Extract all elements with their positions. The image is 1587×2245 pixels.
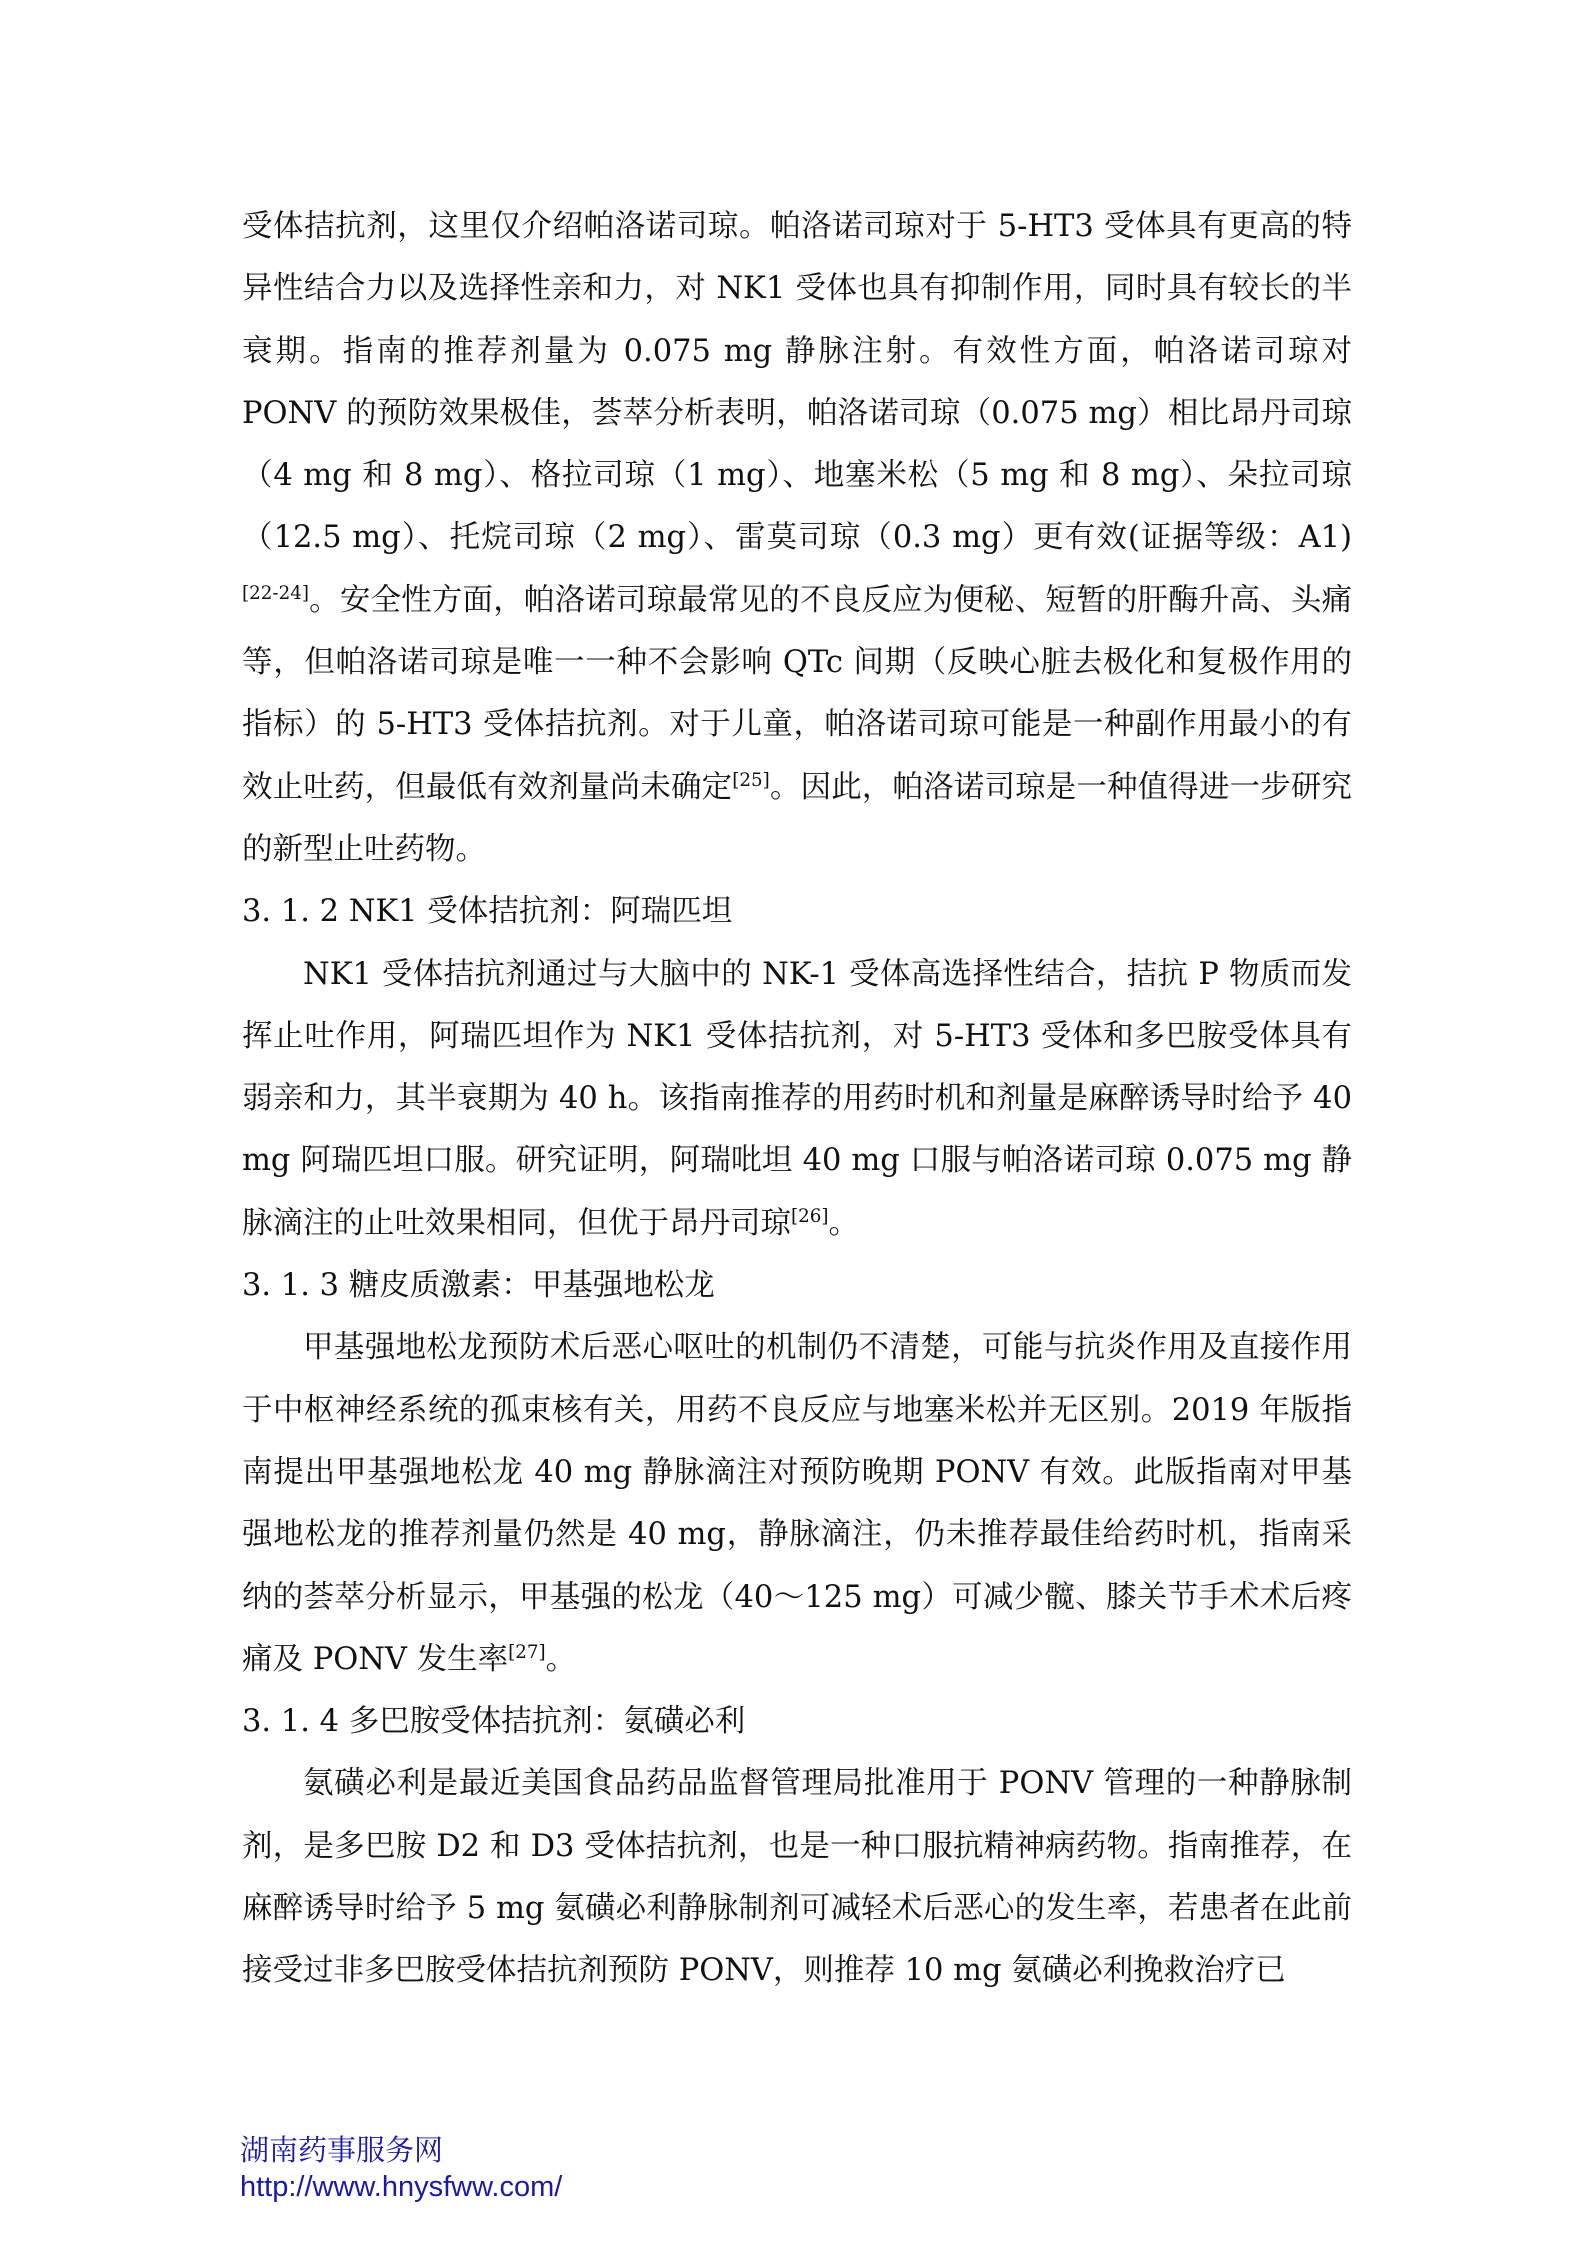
paragraph-palonosetron [242,196,1352,881]
citation-ref: [27] [508,1641,546,1663]
paragraph-text: 。 [545,1641,577,1677]
paragraph-text: 甲基强地松龙预防术后恶心呕吐的机制仍不清楚，可能与抗炎作用及直接作用于中枢神经系统的孤束核有关，用药不良反应与地塞米松并无区别。2019 年版指南提出甲基强地松龙 40 mg 静脉滴注对预防晚期 PONV 有效。此版指南对甲基强地松龙的推荐剂量仍然是 40 mg，静脉滴注，仍未推荐最佳给药时机，指南采纳的荟萃分析显示，甲基强的松龙（40～125 mg）可减少髋、膝关节手术术后疼痛及 PONV 发生率 [242,1330,1352,1677]
paragraph-text: 。因此，帕洛诺司琼是一种值得进一步研究的新型止吐药物。 [242,769,1353,867]
paragraph-text: NK1 受体拮抗剂通过与大脑中的 NK-1 受体高选择性结合，拮抗 P 物质而发挥止吐作用，阿瑞匹坦作为 NK1 受体拮抗剂，对 5-HT3 受体和多巴胺受体具有弱亲和力，其半衰期为 40 h。该指南推荐的用药时机和剂量是麻醉诱导时给予 40 mg 阿瑞匹坦口服。研究证明，阿瑞吡坦 40 mg 口服与帕洛诺司琼 0.075 mg 静脉滴注的止吐效果相同，但优于昂丹司琼 [242,956,1352,1241]
paragraph-text: 。安全性方面，帕洛诺司琼最常见的不良反应为便秘、短暂的肝酶升高、头痛等，但帕洛诺司琼是唯一一种不会影响 QTc 间期（反映心脏去极化和复极作用的指标）的 5-HT3 受体拮抗剂。对于儿童，帕洛诺司琼可能是一种副作用最小的有效止吐药，但最低有效剂量尚未确定 [242,582,1352,805]
page-footer [240,2133,562,2205]
paragraph-text: 受体拮抗剂，这里仅介绍帕洛诺司琼。帕洛诺司琼对于 5-HT3 受体具有更高的特异性结合力以及选择性亲和力，对 NK1 受体也具有抑制作用，同时具有较长的半衰期。指南的推荐剂量为 0.075 mg 静脉注射。有效性方面，帕洛诺司琼对 PONV 的预防效果极佳，荟萃分析表明，帕洛诺司琼（0.075 mg）相比昂丹司琼（4 mg 和 8 mg）、格拉司琼（1 mg）、地塞米松（5 mg 和 8 mg）、朵拉司琼（12.5 mg）、托烷司琼（2 mg）、雷莫司琼（0.3 mg）更有效(证据等级：A1) [242,209,1352,556]
footer-org-name: 湖南药事服务网 [240,2135,444,2167]
section-heading-3-1-4: 3. 1. 4 多巴胺受体拮抗剂：氨磺必利 [242,1704,746,1740]
paragraph-aprepitant [242,944,1352,1255]
paragraph-amisulpride [242,1753,1352,2002]
paragraph-text: 氨磺必利是最近美国食品药品监督管理局批准用于 PONV 管理的一种静脉制剂，是多巴胺 D2 和 D3 受体拮抗剂，也是一种口服抗精神病药物。指南推荐，在麻醉诱导时给予 5 mg 氨磺必利静脉制剂可减轻术后恶心的发生率，若患者在此前接受过非多巴胺受体拮抗剂预防 PONV，则推荐 10 mg 氨磺必利挽救治疗已 [242,1766,1352,1989]
citation-ref: [26] [791,1205,829,1227]
paragraph-text: 。 [828,1205,860,1241]
citation-ref: [25] [732,769,770,791]
article-body [242,196,1352,2003]
section-heading-3-1-3: 3. 1. 3 糖皮质激素：甲基强地松龙 [242,1268,715,1304]
section-heading-3-1-2: 3. 1. 2 NK1 受体拮抗剂：阿瑞匹坦 [242,894,733,930]
paragraph-methylprednisolone [242,1317,1352,1691]
citation-ref: [22-24] [242,582,309,604]
footer-url-link[interactable]: http://www.hnysfww.com/ [240,2171,563,2203]
